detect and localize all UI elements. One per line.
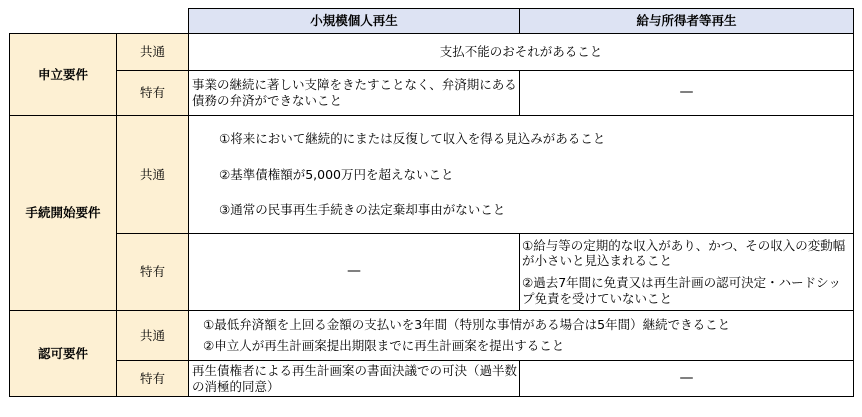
section-title-ninka: 認可要件 (10, 311, 117, 397)
ninka-common (189, 311, 854, 361)
tetsuzuki-specific-salary (520, 234, 854, 311)
section-title-moushitate: 申立要件 (10, 34, 117, 116)
ninka-common-item: ②申立人が再生計画案提出期限までに再生計画案を提出すること (203, 338, 565, 353)
header-small-scale: 小規模個人再生 (189, 9, 520, 34)
requirements-table (9, 8, 854, 397)
tetsuzuki-salary-item: ①給与等の定期的な収入があり、かつ、その収入の変動幅が小さいと見込まれること (522, 237, 846, 269)
ninka-common-item: ①最低弁済額を上回る金額の支払いを3年間（特別な事情がある場合は5年間）継続できること (203, 317, 731, 333)
tetsuzuki-common-item: ②基準債権額が5,000万円を超えないこと (219, 166, 454, 182)
label-specific: 特有 (117, 71, 189, 116)
ninka-specific-small: 再生債権者による再生計画案の書面決議での可決（過半数の消極的同意） (189, 361, 520, 397)
label-specific: 特有 (117, 234, 189, 311)
tetsuzuki-salary-item: ②過去7年間に免責又は再生計画の認可決定・ハードシップ免責を受けていないこと (522, 275, 841, 306)
header-salary-earner: 給与所得者等再生 (520, 9, 854, 34)
tetsuzuki-common-item: ①将来において継続的にまたは反復して収入を得る見込みがあること (219, 131, 606, 147)
moushitate-specific-small: 事業の継続に著しい支障をきたすことなく、弁済期にある債務の弁済ができないこと (189, 71, 520, 116)
section-title-tetsuzuki: 手続開始要件 (10, 116, 117, 311)
tetsuzuki-common-item: ③通常の民事再生手続きの法定棄却事由がないこと (219, 202, 506, 218)
tetsuzuki-specific-small: — (189, 234, 520, 311)
moushitate-common: 支払不能のおそれがあること (189, 34, 854, 71)
blank-corner (10, 9, 189, 34)
label-common: 共通 (117, 116, 189, 234)
label-specific: 特有 (117, 361, 189, 397)
ninka-specific-salary: — (520, 361, 854, 397)
label-common: 共通 (117, 311, 189, 361)
label-common: 共通 (117, 34, 189, 71)
moushitate-specific-salary: — (520, 71, 854, 116)
tetsuzuki-common (189, 116, 854, 234)
